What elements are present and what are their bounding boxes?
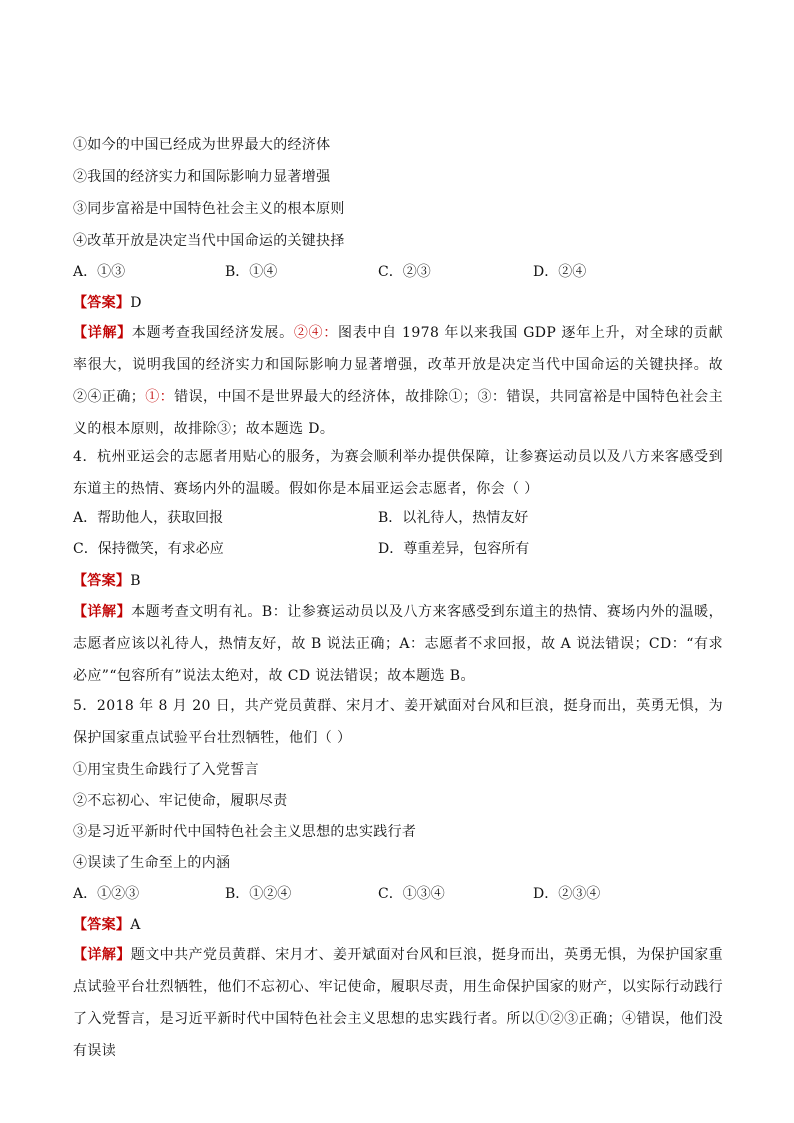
q3-detail-e: 错误，中国不是世界最大的经济体，故排除①；③：错误，共同富裕是中国特色社会主义的根本原则，故排除③；故本题选 D。	[73, 389, 723, 437]
q5-item-4: ④误读了生命至上的内涵	[73, 855, 231, 871]
answer-tag: 【答案】	[73, 573, 131, 589]
q3-item-4: ④改革开放是决定当代中国命运的关键抉择	[73, 233, 345, 249]
q5-item-3: ③是习近平新时代中国特色社会主义思想的忠实践行者	[73, 824, 417, 840]
q5-stem: 5．2018 年 8 月 20 日，共产党员黄群、宋月才、姜开斌面对台风和巨浪，挺身而出，英勇无惧，为保护国家重点试验平台壮烈牺牲，他们（ ）	[73, 698, 723, 746]
q5-options	[73, 884, 723, 904]
answer-tag: 【答案】	[73, 917, 131, 933]
q5-detail-text: 题文中共产党员黄群、宋月才、姜开斌面对台风和巨浪，挺身而出，英勇无惧，为保护国家重点试验平台壮烈牺牲，他们不忘初心、牢记使命，履职尽责，用生命保护国家的财产，以实际行动践行了入党誓言，是习近平新时代中国特色社会主义思想的忠实践行者。所以①②③正确；④错误，他们没有误读	[73, 947, 723, 1059]
q3-answer-value: D	[130, 295, 142, 311]
q3-detail-a: 本题考查我国经济发展。	[131, 325, 294, 341]
q3-option-a: A．①③	[73, 264, 126, 280]
q4-answer-value: B	[130, 573, 141, 589]
q3-options	[73, 262, 723, 282]
q5-option-b: B．①②④	[225, 886, 292, 902]
q3-detail-d: ①：	[145, 389, 175, 405]
q3-option-c: C．②③	[378, 264, 431, 280]
q4-answer	[73, 571, 141, 591]
q4-option-d: D．尊重差异，包容所有	[378, 541, 530, 557]
q4-options-row2	[73, 539, 723, 559]
q4-detail-text: 本题考查文明有礼。B：让参赛运动员以及八方来客感受到东道主的热情、赛场内外的温暖，志愿者应该以礼待人，热情友好，故 B 说法正确；A：志愿者不求回报，故 A 说法错误；CD：“有求必应”“包容所有”说法太绝对，故 CD 说法错误；故本题选 B。	[73, 604, 723, 684]
q4-option-a: A．帮助他人，获取回报	[73, 510, 224, 526]
q5-item-2: ②不忘初心、牢记使命，履职尽责	[73, 793, 288, 809]
q3-detail-c: 图表中自 1978 年以来我国 GDP 逐年上升，对全球的贡献率很大，说明我国的经济实力和国际影响力显著增强，改革开放是决定当代中国命运的关键抉择。故②④正确；	[73, 325, 723, 405]
q3-item-1: ①如今的中国已经成为世界最大的经济体	[73, 137, 331, 153]
q3-option-d: D．②④	[533, 264, 587, 280]
q4-detail	[73, 596, 723, 692]
q3-answer	[73, 293, 142, 313]
q4-option-b: B．以礼待人，热情友好	[378, 510, 529, 526]
q5-option-c: C．①③④	[378, 886, 445, 902]
q3-item-2: ②我国的经济实力和国际影响力显著增强	[73, 169, 331, 185]
detail-tag: 【详解】	[73, 325, 132, 341]
q5-item-1: ①用宝贵生命践行了入党誓言	[73, 762, 259, 778]
q5-option-a: A．①②③	[73, 886, 140, 902]
q3-option-b: B．①④	[225, 264, 278, 280]
q3-item-3: ③同步富裕是中国特色社会主义的根本原则	[73, 201, 345, 217]
answer-tag: 【答案】	[73, 295, 131, 311]
q5-option-d: D．②③④	[533, 886, 601, 902]
q3-detail	[73, 317, 723, 445]
q4-stem: 4．杭州亚运会的志愿者用贴心的服务，为赛会顺利举办提供保障，让参赛运动员以及八方来客感受到东道主的热情、赛场内外的温暖。假如你是本届亚运会志愿者，你会（ ）	[73, 449, 723, 497]
q5-answer-value: A	[130, 917, 141, 933]
q5-answer	[73, 915, 141, 935]
q3-detail-b: ②④：	[293, 325, 338, 341]
detail-tag: 【详解】	[73, 947, 131, 963]
detail-tag: 【详解】	[73, 604, 132, 620]
q4-option-c: C．保持微笑，有求必应	[73, 541, 224, 557]
q5-detail	[73, 939, 723, 1059]
q4-options-row1	[73, 508, 723, 528]
